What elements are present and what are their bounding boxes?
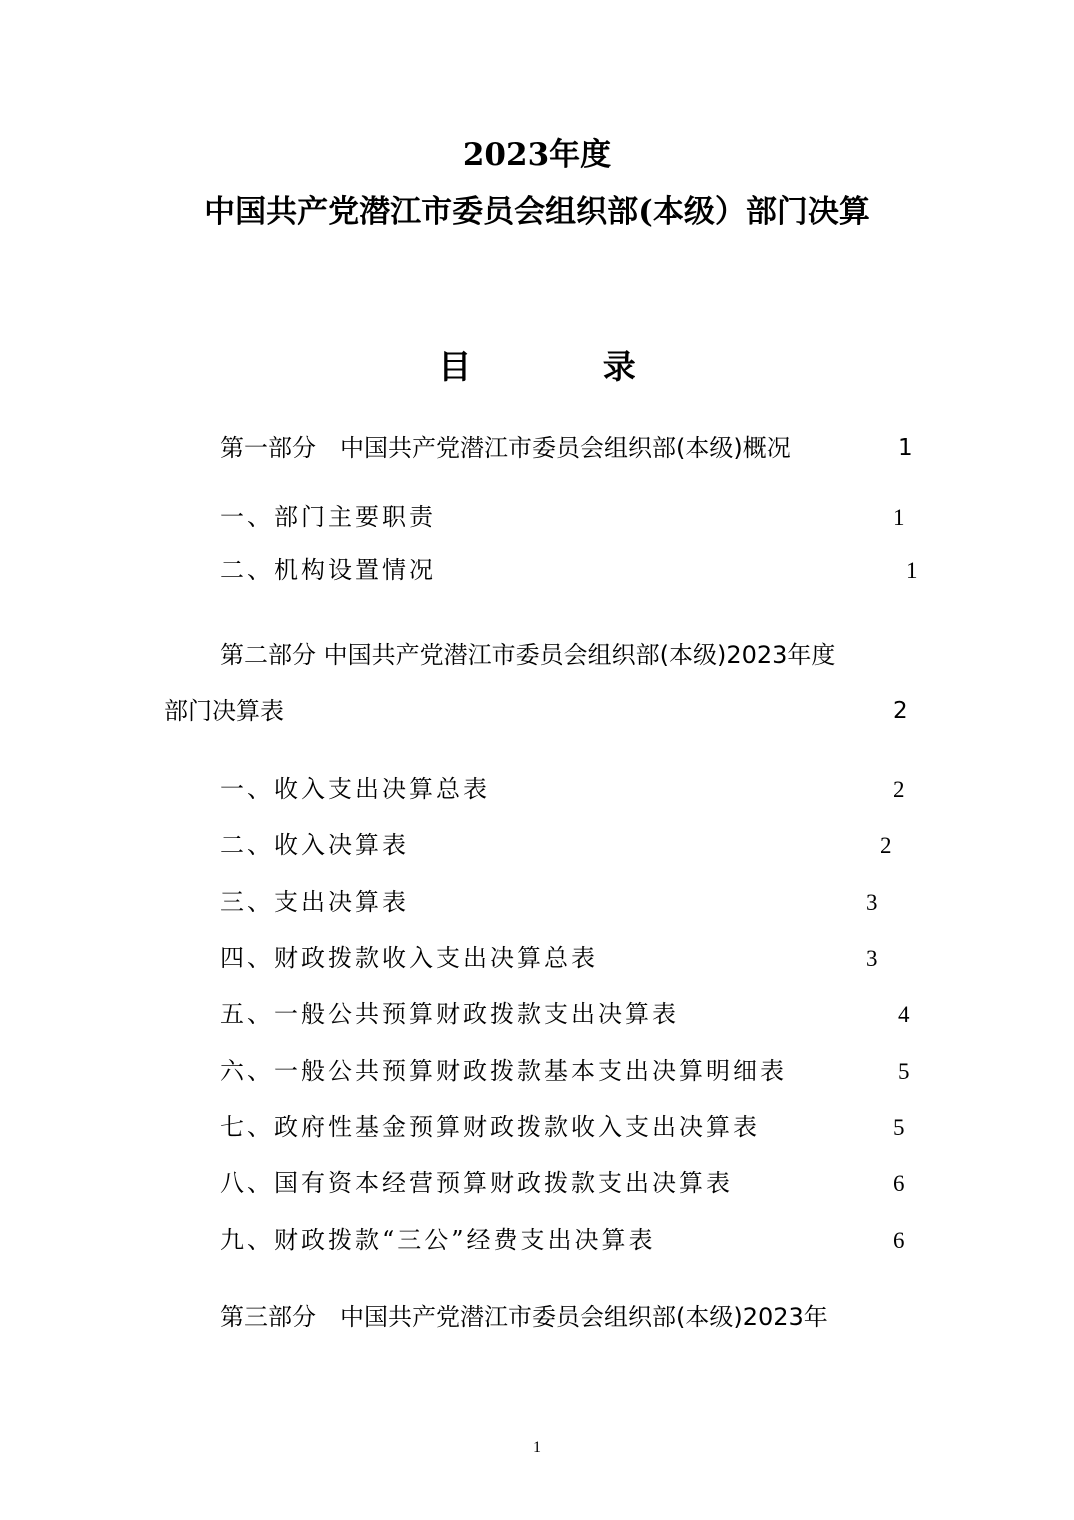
toc-item-2-1-page: 2: [893, 777, 905, 802]
page-number: 1: [533, 1439, 541, 1456]
toc-item-2-8[interactable]: 八、国有资本经营预算财政拨款支出决算表: [220, 1169, 733, 1197]
toc-item-2-9[interactable]: 九、财政拨款“三公”经费支出决算表: [220, 1226, 656, 1254]
toc-item-2-8-page: 6: [893, 1171, 905, 1196]
toc-item-2-6[interactable]: 六、一般公共预算财政拨款基本支出决算明细表: [220, 1057, 787, 1085]
document-title: 中国共产党潜江市委员会组织部(本级）部门决算: [204, 194, 870, 230]
toc-item-1-2-page: 1: [906, 558, 918, 583]
toc-item-1-1-page: 1: [893, 505, 905, 530]
toc-item-2-6-page: 5: [898, 1059, 910, 1084]
toc-item-2-1[interactable]: 一、收入支出决算总表: [220, 775, 490, 803]
toc-item-1-1[interactable]: 一、部门主要职责: [220, 503, 436, 531]
toc-item-2-2[interactable]: 二、收入决算表: [220, 831, 409, 859]
toc-item-2-4[interactable]: 四、财政拨款收入支出决算总表: [220, 944, 598, 972]
toc-part1-page: 1: [898, 435, 913, 461]
toc-heading: 目 录: [438, 347, 696, 386]
toc-part1-label[interactable]: 第一部分 中国共产党潜江市委员会组织部(本级)概况: [220, 434, 791, 462]
toc-part2-page: 2: [893, 698, 908, 724]
toc-part2-label[interactable]: 第二部分 中国共产党潜江市委员会组织部(本级)2023年度: [220, 641, 836, 669]
toc-item-2-4-page: 3: [866, 946, 878, 971]
toc-item-1-2[interactable]: 二、机构设置情况: [220, 556, 436, 584]
toc-part3-label[interactable]: 第三部分 中国共产党潜江市委员会组织部(本级)2023年: [220, 1303, 828, 1331]
toc-item-2-3-page: 3: [866, 890, 878, 915]
toc-item-2-9-page: 6: [893, 1228, 905, 1253]
toc-item-2-3[interactable]: 三、支出决算表: [220, 888, 409, 916]
toc-item-2-5-page: 4: [898, 1002, 910, 1027]
toc-item-2-2-page: 2: [880, 833, 892, 858]
toc-part2-label-continued[interactable]: 部门决算表: [164, 697, 284, 725]
toc-item-2-7-page: 5: [893, 1115, 905, 1140]
document-title-year: 2023年度: [462, 137, 612, 173]
toc-item-2-7[interactable]: 七、政府性基金预算财政拨款收入支出决算表: [220, 1113, 760, 1141]
toc-item-2-5[interactable]: 五、一般公共预算财政拨款支出决算表: [220, 1000, 679, 1028]
